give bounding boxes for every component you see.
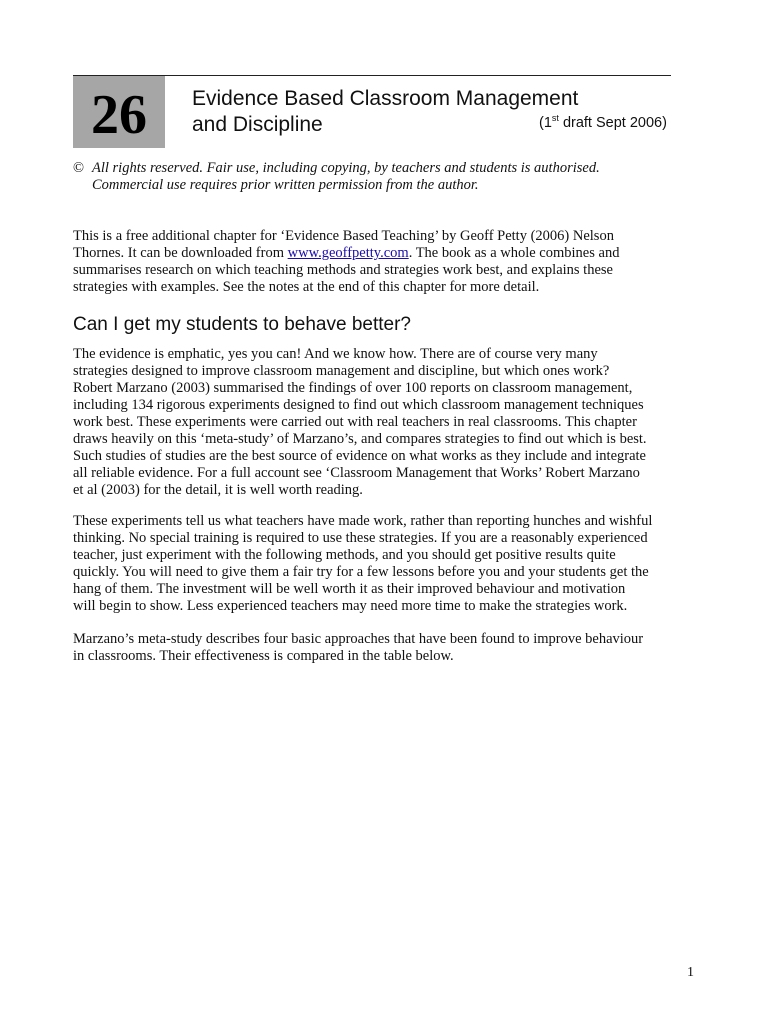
- paragraph-line: et al (2003) for the detail, it is well worth reading.: [73, 482, 363, 498]
- paragraph-line: all reliable evidence. For a full account see ‘Classroom Management that Works’ Robert Marzano: [73, 465, 640, 481]
- chapter-number: 26: [91, 84, 147, 146]
- paragraph-line: in classrooms. Their effectiveness is compared in the table below.: [73, 648, 454, 664]
- paragraph-line: strategies designed to improve classroom management and discipline, but which ones work?: [73, 363, 610, 379]
- intro-line-3: summarises research on which teaching methods and strategies work best, and explains these: [73, 262, 613, 278]
- paragraph-line: will begin to show. Less experienced teachers may need more time to make the strategies work.: [73, 598, 628, 614]
- paragraph-line: These experiments tell us what teachers have made work, rather than reporting hunches and wishful: [73, 513, 653, 529]
- paragraph-line: teacher, just experiment with the following methods, and you should get positive results quite: [73, 547, 616, 563]
- paragraph-line: The evidence is emphatic, yes you can! And we know how. There are of course very many: [73, 346, 598, 362]
- rights-notice: [73, 160, 673, 194]
- body-paragraph-1: [73, 346, 698, 499]
- chapter-title-line-1: Evidence Based Classroom Management: [192, 87, 579, 110]
- paragraph-line: Robert Marzano (2003) summarised the findings of over 100 reports on classroom management,: [73, 380, 633, 396]
- intro-line-4: strategies with examples. See the notes at the end of this chapter for more detail.: [73, 279, 540, 295]
- section-heading: Can I get my students to behave better?: [73, 314, 411, 335]
- website-link[interactable]: www.geoffpetty.com: [287, 245, 409, 261]
- intro-line-2-before: Thornes. It can be downloaded from: [73, 245, 288, 261]
- body-paragraph-3: [73, 631, 698, 665]
- paragraph-line: Marzano’s meta-study describes four basic approaches that have been found to improve behaviour: [73, 631, 644, 647]
- intro-line-2: [73, 245, 698, 262]
- paragraph-line: work best. These experiments were carried out with real teachers in real classrooms. This chapter: [73, 414, 637, 430]
- copyright-symbol: ©: [73, 160, 85, 176]
- draft-note: [539, 115, 667, 131]
- draft-note-suffix: draft Sept 2006): [558, 115, 667, 131]
- rights-line-2: Commercial use requires prior written permission from the author.: [92, 177, 479, 193]
- rights-line-1: All rights reserved. Fair use, including copying, by teachers and students is authorised.: [92, 160, 600, 176]
- intro-line-1: This is a free additional chapter for ‘Evidence Based Teaching’ by Geoff Petty (2006) Nelson: [73, 228, 614, 244]
- draft-note-superscript: st: [551, 113, 559, 123]
- chapter-title-line-2: and Discipline: [192, 113, 323, 136]
- paragraph-line: Such studies of studies are the best source of evidence on what works as they include and integrate: [73, 448, 646, 464]
- paragraph-line: including 134 rigorous experiments designed to find out which classroom management techniques: [73, 397, 644, 413]
- paragraph-line: quickly. You will need to give them a fair try for a few lessons before you and your students get the: [73, 564, 649, 580]
- intro-paragraph: [73, 228, 698, 296]
- intro-line-2-after: . The book as a whole combines and: [408, 245, 620, 261]
- paragraph-line: hang of them. The investment will be well worth it as their improved behaviour and motivation: [73, 581, 626, 597]
- paragraph-line: thinking. No special training is required to use these strategies. If you are a reasonably experienced: [73, 530, 648, 546]
- page-number: 1: [687, 965, 694, 980]
- paragraph-line: draws heavily on this ‘meta-study’ of Marzano’s, and compares strategies to find out which is best.: [73, 431, 647, 447]
- draft-note-prefix: (1: [539, 115, 552, 131]
- chapter-number-box: [73, 76, 165, 148]
- body-paragraph-2: [73, 513, 698, 615]
